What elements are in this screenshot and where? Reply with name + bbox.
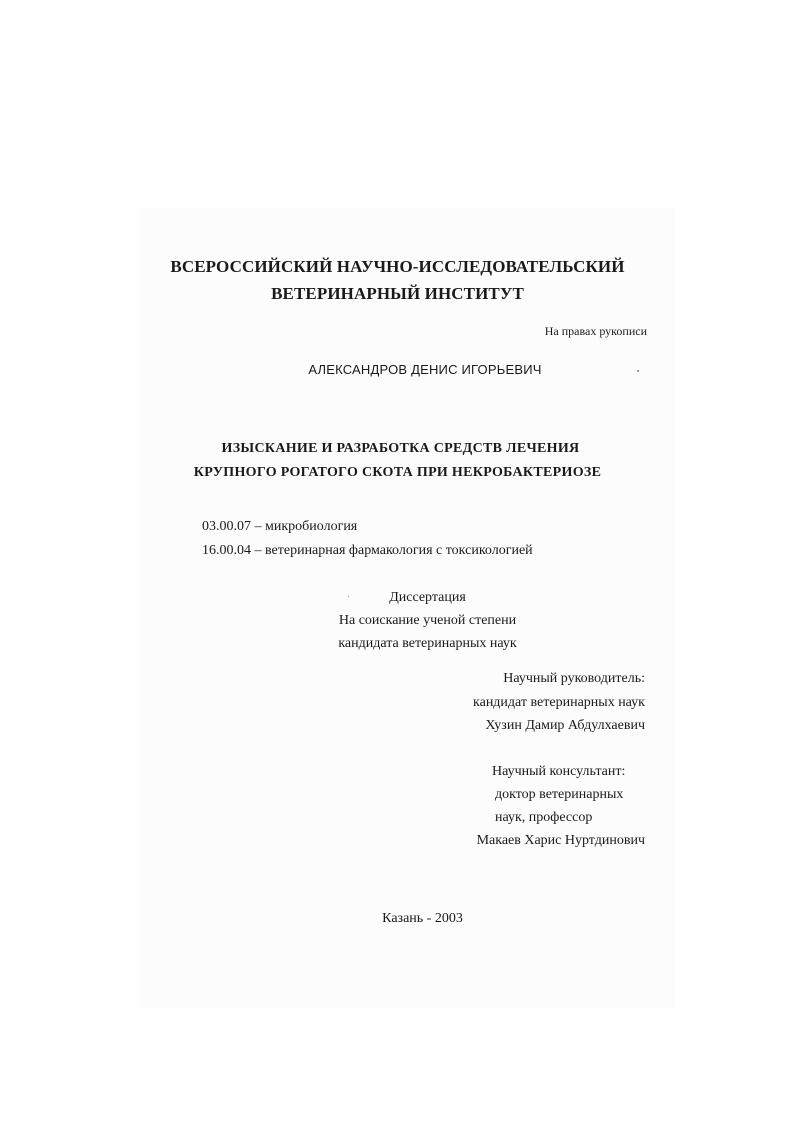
- institute-line-1: ВСЕРОССИЙСКИЙ НАУЧНО-ИССЛЕДОВАТЕЛЬСКИЙ: [170, 257, 625, 276]
- place-year: Казань - 2003: [382, 911, 463, 926]
- title-line-2: КРУПНОГО РОГАТОГО СКОТА ПРИ НЕКРОБАКТЕРИОЗЕ: [193, 465, 602, 480]
- supervisor-role: Научный руководитель:: [503, 671, 645, 686]
- supervisor-degree: кандидат ветеринарных наук: [473, 695, 645, 710]
- consultant-role: Научный консультант:: [492, 764, 626, 779]
- supervisor-name: Хузин Дамир Абдулхаевич: [485, 718, 645, 733]
- consultant-name: Макаев Харис Нуртдинович: [476, 833, 645, 848]
- scan-speck: [637, 370, 639, 372]
- specialty-2: 16.00.04 – ветеринарная фармакология с токсикологией: [202, 543, 533, 558]
- dissertation-degree-line-2: кандидата ветеринарных наук: [338, 636, 517, 651]
- dissertation-label: Диссертация: [389, 590, 466, 605]
- scan-speck: [348, 596, 349, 597]
- institute-line-2: ВЕТЕРИНАРНЫЙ ИНСТИТУТ: [271, 284, 524, 303]
- manuscript-note: На правах рукописи: [544, 324, 647, 338]
- author-name: АЛЕКСАНДРОВ ДЕНИС ИГОРЬЕВИЧ: [308, 362, 542, 377]
- specialty-1: 03.00.07 – микробиология: [202, 519, 358, 534]
- dissertation-degree-line-1: На соискание ученой степени: [338, 613, 517, 628]
- consultant-degree-line-2: наук, профессор: [495, 810, 593, 825]
- title-line-1: ИЗЫСКАНИЕ И РАЗРАБОТКА СРЕДСТВ ЛЕЧЕНИЯ: [221, 441, 580, 456]
- consultant-degree-line-1: доктор ветеринарных: [495, 787, 624, 802]
